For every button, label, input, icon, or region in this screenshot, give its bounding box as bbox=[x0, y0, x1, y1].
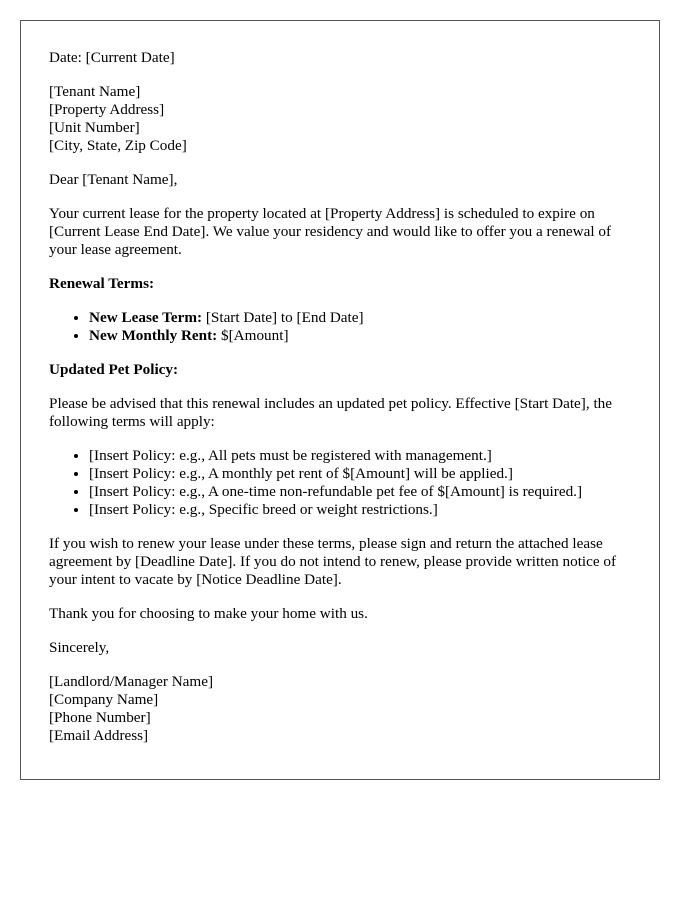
sender-company: [Company Name] bbox=[49, 691, 159, 708]
lease-renewal-letter bbox=[20, 20, 660, 780]
closing: Sincerely, bbox=[49, 639, 110, 656]
pet-policy-intro: Please be advised that this renewal includes an updated pet policy. Effective [Start Date], the following terms will apply: bbox=[49, 395, 613, 430]
recipient-city-state-zip: [City, State, Zip Code] bbox=[49, 137, 187, 154]
pet-policy-item: • [Insert Policy: e.g., Specific breed or weight restrictions.] bbox=[89, 501, 631, 519]
renewal-term-item bbox=[89, 309, 631, 327]
sender-name: [Landlord/Manager Name] bbox=[49, 673, 214, 690]
renewal-term-label: New Monthly Rent: bbox=[89, 327, 218, 344]
renewal-term-value: [Start Date] to [End Date] bbox=[202, 309, 364, 326]
renewal-term-label: New Lease Term: bbox=[89, 309, 203, 326]
recipient-address-block bbox=[49, 83, 631, 155]
pet-policy-list bbox=[49, 447, 631, 519]
instructions-paragraph: If you wish to renew your lease under these terms, please sign and return the attached lease agreement by [Deadline Date]. If you do not intend to renew, please provide written notice of your intent to vacate by [Notice Deadline Date]. bbox=[49, 535, 617, 588]
date-line: Date: [Current Date] bbox=[49, 49, 175, 66]
renewal-terms-heading: Renewal Terms: bbox=[49, 275, 155, 292]
sender-email: [Email Address] bbox=[49, 727, 149, 744]
salutation: Dear [Tenant Name], bbox=[49, 171, 178, 188]
sender-phone: [Phone Number] bbox=[49, 709, 151, 726]
renewal-terms-list bbox=[49, 309, 631, 345]
pet-policy-item: • [Insert Policy: e.g., A monthly pet rent of $[Amount] will be applied.] bbox=[89, 465, 631, 483]
thanks-paragraph: Thank you for choosing to make your home with us. bbox=[49, 605, 368, 622]
intro-paragraph: Your current lease for the property located at [Property Address] is scheduled to expire on [Current Lease End Date]. We value your residency and would like to offer you a renewal of your lease agreement. bbox=[49, 205, 612, 258]
renewal-term-value: $[Amount] bbox=[217, 327, 289, 344]
pet-policy-heading: Updated Pet Policy: bbox=[49, 361, 179, 378]
pet-policy-item: • [Insert Policy: e.g., A one-time non-refundable pet fee of $[Amount] is required.] bbox=[89, 483, 631, 501]
recipient-property-address: [Property Address] bbox=[49, 101, 165, 118]
recipient-name: [Tenant Name] bbox=[49, 83, 141, 100]
sender-signature-block bbox=[49, 673, 631, 745]
pet-policy-item: • [Insert Policy: e.g., All pets must be registered with management.] bbox=[89, 447, 631, 465]
recipient-unit-number: [Unit Number] bbox=[49, 119, 140, 136]
renewal-term-item bbox=[89, 327, 631, 345]
